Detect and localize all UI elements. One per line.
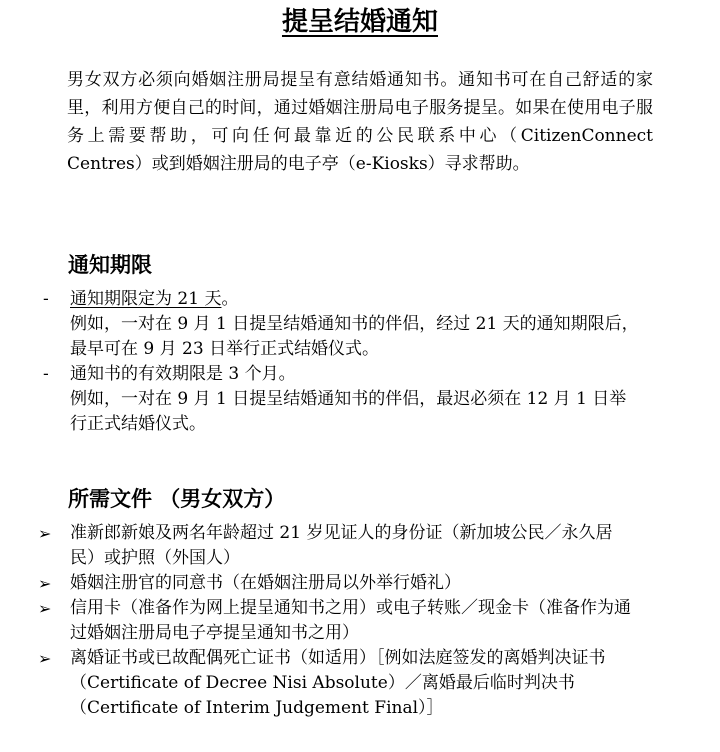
notice-period-heading: 通知期限 (68, 253, 152, 277)
dash-bullet: - (43, 289, 49, 309)
intro-paragraph: 男女双方必须向婚姻注册局提呈有意结婚通知书。通知书可在自己舒适的家里，利用方便自己的时间，通过婚姻注册局电子服务提呈。如果在使用电子服务上需要帮助，可向任何最靠近的公民联系中心（CitizenConnect Centres）或到婚姻注册局的电子亭（e-Kiosks）寻求帮助。 (67, 70, 653, 174)
validity-lead: 通知书的有效期限是 3 个月。 (70, 364, 296, 384)
arrow-bullet-icon: ➢ (38, 599, 52, 618)
dash-bullet: - (43, 364, 49, 384)
list-item-text: 离婚证书或已故配偶死亡证书（如适用）［例如法庭签发的离婚判决证书（Certificate of Decree Nisi Absolute）／离婚最后临时判决书（Certificate of Interim Judgement Final）］ (70, 648, 606, 718)
lead-suffix: 。 (221, 289, 239, 309)
page-title: 提呈结婚通知 (281, 7, 438, 37)
list-item-text (70, 362, 640, 437)
list-item-text (70, 287, 640, 362)
notice-period-detail: 例如，一对在 9 月 1 日提呈结婚通知书的伴侣，经过 21 天的通知期限后，最早可在 9 月 23 日举行正式结婚仪式。 (70, 314, 639, 359)
list-item (0, 596, 720, 646)
arrow-bullet-icon: ➢ (38, 574, 52, 593)
list-item (0, 521, 720, 571)
notice-period-lead: 通知期限定为 21 天 (70, 289, 222, 309)
list-item (0, 362, 720, 437)
list-item-text: 婚姻注册官的同意书（在婚姻注册局以外举行婚礼） (70, 573, 461, 593)
arrow-bullet-icon: ➢ (38, 649, 52, 668)
list-item (0, 287, 720, 362)
list-item (0, 571, 720, 596)
list-item (0, 646, 720, 721)
arrow-bullet-icon: ➢ (38, 524, 52, 543)
list-item-text: 准新郎新娘及两名年龄超过 21 岁见证人的身份证（新加坡公民／永久居民）或护照（外国人） (70, 523, 613, 568)
notice-period-list (0, 287, 720, 437)
documents-heading: 所需文件 （男女双方） (68, 487, 286, 511)
documents-list (0, 521, 720, 721)
list-item-text: 信用卡（准备作为网上提呈通知书之用）或电子转账／现金卡（准备作为通过婚姻注册局电子亭提呈通知书之用） (70, 598, 631, 643)
validity-detail: 例如，一对在 9 月 1 日提呈结婚通知书的伴侣，最迟必须在 12 月 1 日举行正式结婚仪式。 (70, 389, 627, 434)
